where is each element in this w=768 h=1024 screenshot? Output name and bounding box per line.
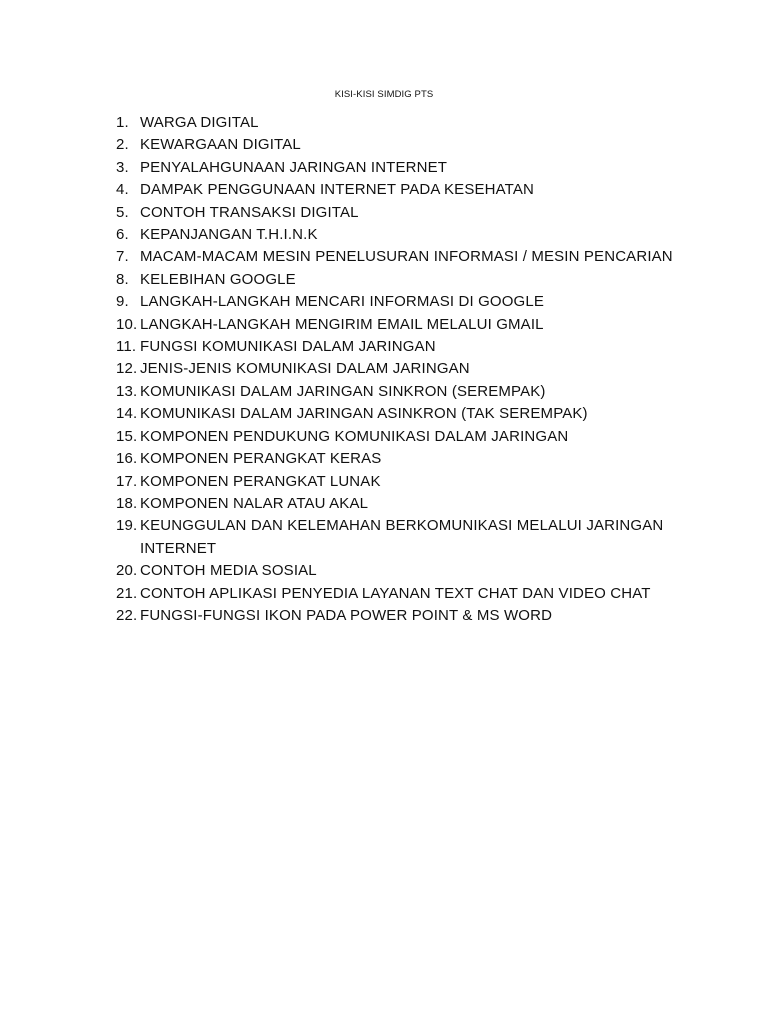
item-text: CONTOH TRANSAKSI DIGITAL <box>140 203 359 221</box>
item-text: KOMPONEN NALAR ATAU AKAL <box>140 494 369 512</box>
item-number: 9. <box>116 293 129 311</box>
item-number: 14. <box>116 405 138 423</box>
list-item <box>116 112 676 134</box>
item-text: DAMPAK PENGGUNAAN INTERNET PADA KESEHATAN <box>140 181 535 199</box>
item-number: 21. <box>116 584 138 602</box>
item-text: LANGKAH-LANGKAH MENGIRIM EMAIL MELALUI GMAIL <box>140 315 544 333</box>
list-item <box>116 381 676 403</box>
list-item <box>116 583 676 605</box>
item-text: CONTOH MEDIA SOSIAL <box>140 562 317 580</box>
item-text: JENIS-JENIS KOMUNIKASI DALAM JARINGAN <box>140 360 470 378</box>
item-number: 7. <box>116 248 129 266</box>
item-text: MACAM-MACAM MESIN PENELUSURAN INFORMASI / MESIN PENCARIAN <box>140 248 673 266</box>
item-number: 16. <box>116 450 138 468</box>
list-item <box>116 246 676 268</box>
item-number: 11. <box>116 338 137 356</box>
list-item <box>116 471 676 493</box>
list-item <box>116 157 676 179</box>
list-item <box>116 179 676 201</box>
list-item <box>116 358 676 380</box>
item-text: FUNGSI-FUNGSI IKON PADA POWER POINT & MS WORD <box>140 606 553 624</box>
list-item <box>116 448 676 470</box>
item-text: KELEBIHAN GOOGLE <box>140 270 296 288</box>
list-item <box>116 605 676 627</box>
document-title: KISI-KISI SIMDIG PTS <box>334 89 434 100</box>
list-item <box>116 202 676 224</box>
item-text: KOMPONEN PENDUKUNG KOMUNIKASI DALAM JARINGAN <box>140 427 569 445</box>
item-text: KOMUNIKASI DALAM JARINGAN SINKRON (SEREMPAK) <box>140 382 546 400</box>
item-text: PENYALAHGUNAAN JARINGAN INTERNET <box>140 158 448 176</box>
list-item <box>116 314 676 336</box>
list-item <box>116 134 676 156</box>
item-text: KEWARGAAN DIGITAL <box>140 136 301 154</box>
item-number: 5. <box>116 203 129 221</box>
list-item <box>116 336 676 358</box>
item-text: KOMPONEN PERANGKAT LUNAK <box>140 472 381 490</box>
item-number: 13. <box>116 382 138 400</box>
item-text: KEUNGGULAN DAN KELEMAHAN BERKOMUNIKASI MELALUI JARINGAN INTERNET <box>140 517 664 557</box>
item-number: 19. <box>116 517 138 535</box>
list-item <box>116 493 676 515</box>
list-item <box>116 560 676 582</box>
item-number: 4. <box>116 181 129 199</box>
item-number: 1. <box>116 114 129 131</box>
item-number: 8. <box>116 270 129 288</box>
list-item <box>116 426 676 448</box>
item-number: 3. <box>116 158 129 176</box>
item-number: 6. <box>116 226 129 244</box>
kisi-kisi-list <box>116 112 676 627</box>
item-text: WARGA DIGITAL <box>140 114 259 131</box>
item-number: 2. <box>116 136 129 154</box>
item-number: 15. <box>116 427 138 445</box>
list-item <box>116 291 676 313</box>
item-text: KOMUNIKASI DALAM JARINGAN ASINKRON (TAK SEREMPAK) <box>140 405 588 423</box>
list-item <box>116 403 676 425</box>
item-number: 12. <box>116 360 138 378</box>
item-number: 22. <box>116 606 138 624</box>
item-number: 20. <box>116 562 138 580</box>
item-text: KEPANJANGAN T.H.I.N.K <box>140 226 318 244</box>
item-text: LANGKAH-LANGKAH MENCARI INFORMASI DI GOOGLE <box>140 293 545 311</box>
item-number: 18. <box>116 494 138 512</box>
list-item <box>116 515 676 560</box>
item-text: CONTOH APLIKASI PENYEDIA LAYANAN TEXT CHAT DAN VIDEO CHAT <box>140 584 651 602</box>
list-item <box>116 224 676 246</box>
item-text: KOMPONEN PERANGKAT KERAS <box>140 450 382 468</box>
item-number: 10. <box>116 315 138 333</box>
item-text: FUNGSI KOMUNIKASI DALAM JARINGAN <box>140 338 436 356</box>
item-number: 17. <box>116 472 138 490</box>
list-item <box>116 269 676 291</box>
